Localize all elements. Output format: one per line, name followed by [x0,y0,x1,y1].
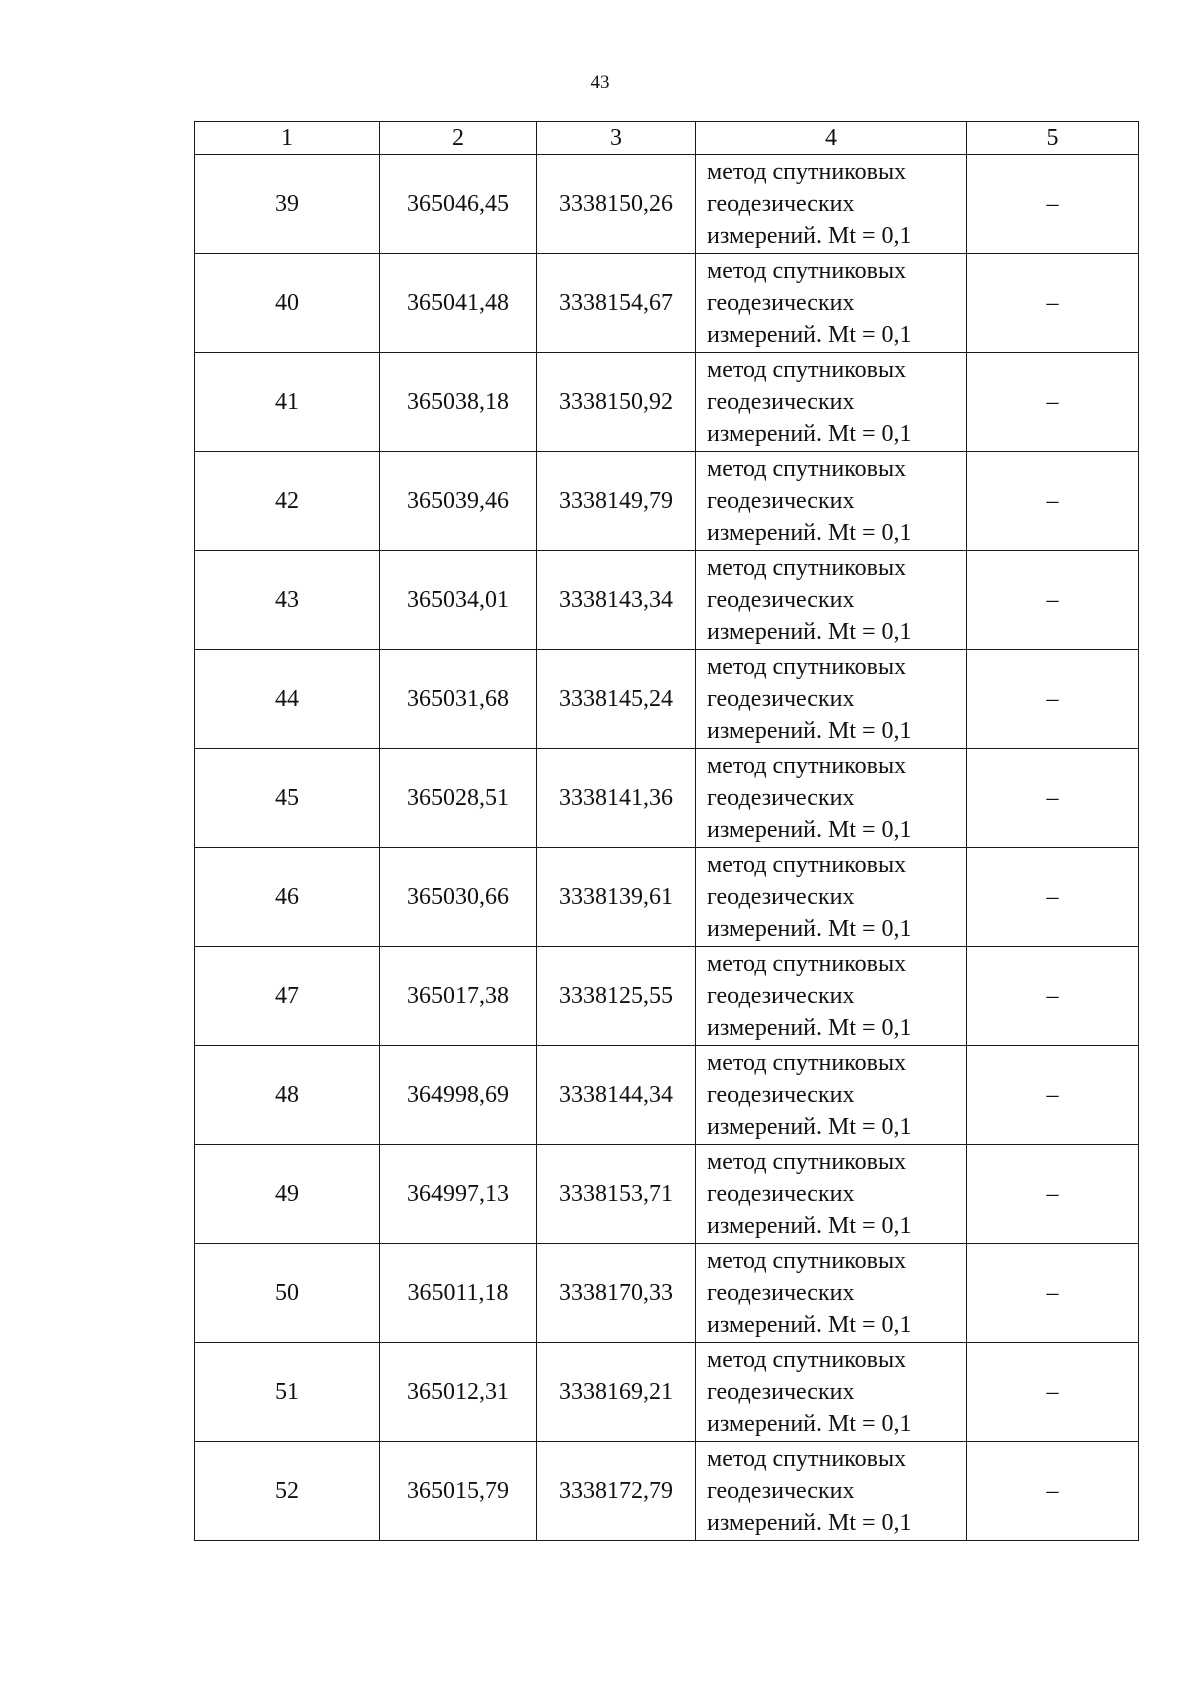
method-line: метод спутниковых [707,159,907,185]
method-line: геодезических [707,1280,855,1306]
method-line: геодезических [707,686,855,712]
method-line: измерений. Mt = 0,1 [707,1510,912,1536]
y-coordinate-cell: 3338150,92 [537,353,696,452]
table-row [195,155,1139,254]
point-number-cell: 42 [195,452,380,551]
y-coordinate-cell: 3338139,61 [537,848,696,947]
x-coordinate-cell: 365046,45 [380,155,537,254]
x-coordinate-cell: 365028,51 [380,749,537,848]
table-row [195,1046,1139,1145]
method-line: измерений. Mt = 0,1 [707,1015,912,1041]
x-coordinate-cell: 365034,01 [380,551,537,650]
y-coordinate-cell: 3338170,33 [537,1244,696,1343]
method-line: метод спутниковых [707,258,907,284]
method-line: геодезических [707,1082,855,1108]
method-line: геодезических [707,290,855,316]
method-line: измерений. Mt = 0,1 [707,1114,912,1140]
note-cell: – [967,155,1139,254]
method-line: измерений. Mt = 0,1 [707,817,912,843]
method-line: измерений. Mt = 0,1 [707,1213,912,1239]
method-line: геодезических [707,389,855,415]
method-line: метод спутниковых [707,753,907,779]
x-coordinate-cell: 365039,46 [380,452,537,551]
column-header-4: 4 [696,122,967,155]
y-coordinate-cell: 3338154,67 [537,254,696,353]
header-row [195,122,1139,155]
method-line: метод спутниковых [707,1446,907,1472]
method-cell [696,254,967,353]
point-number-cell: 47 [195,947,380,1046]
coordinates-table [194,121,1139,1541]
table-row [195,1442,1139,1541]
method-line: метод спутниковых [707,1347,907,1373]
x-coordinate-cell: 365030,66 [380,848,537,947]
method-line: геодезических [707,587,855,613]
note-cell: – [967,1343,1139,1442]
method-line: геодезических [707,191,855,217]
y-coordinate-cell: 3338149,79 [537,452,696,551]
x-coordinate-cell: 364998,69 [380,1046,537,1145]
method-line: измерений. Mt = 0,1 [707,718,912,744]
point-number-cell: 45 [195,749,380,848]
point-number-cell: 43 [195,551,380,650]
point-number-cell: 52 [195,1442,380,1541]
note-cell: – [967,1244,1139,1343]
note-cell: – [967,848,1139,947]
note-cell: – [967,947,1139,1046]
note-cell: – [967,1145,1139,1244]
point-number-cell: 44 [195,650,380,749]
table-row [195,353,1139,452]
method-line: метод спутниковых [707,654,907,680]
x-coordinate-cell: 365041,48 [380,254,537,353]
method-line: метод спутниковых [707,456,907,482]
method-line: измерений. Mt = 0,1 [707,1411,912,1437]
note-cell: – [967,650,1139,749]
y-coordinate-cell: 3338144,34 [537,1046,696,1145]
method-cell [696,1145,967,1244]
note-cell: – [967,1442,1139,1541]
method-line: метод спутниковых [707,951,907,977]
method-cell [696,452,967,551]
method-cell [696,947,967,1046]
table-row [195,1343,1139,1442]
x-coordinate-cell: 365011,18 [380,1244,537,1343]
note-cell: – [967,749,1139,848]
table-row [195,947,1139,1046]
point-number-cell: 39 [195,155,380,254]
y-coordinate-cell: 3338172,79 [537,1442,696,1541]
method-cell [696,1343,967,1442]
method-line: геодезических [707,884,855,910]
table-row [195,551,1139,650]
table-row [195,254,1139,353]
method-line: измерений. Mt = 0,1 [707,421,912,447]
point-number-cell: 49 [195,1145,380,1244]
method-line: измерений. Mt = 0,1 [707,1312,912,1338]
method-cell [696,1244,967,1343]
method-cell [696,155,967,254]
method-line: геодезических [707,983,855,1009]
point-number-cell: 48 [195,1046,380,1145]
table-header [195,122,1139,155]
y-coordinate-cell: 3338125,55 [537,947,696,1046]
y-coordinate-cell: 3338145,24 [537,650,696,749]
method-line: метод спутниковых [707,1248,907,1274]
method-line: геодезических [707,785,855,811]
coordinates-table-container [194,121,1138,1541]
method-line: измерений. Mt = 0,1 [707,223,912,249]
method-cell [696,650,967,749]
x-coordinate-cell: 365038,18 [380,353,537,452]
method-line: геодезических [707,1181,855,1207]
column-header-2: 2 [380,122,537,155]
method-line: геодезических [707,488,855,514]
y-coordinate-cell: 3338141,36 [537,749,696,848]
point-number-cell: 51 [195,1343,380,1442]
y-coordinate-cell: 3338169,21 [537,1343,696,1442]
y-coordinate-cell: 3338143,34 [537,551,696,650]
method-line: геодезических [707,1478,855,1504]
method-cell [696,353,967,452]
method-line: метод спутниковых [707,1149,907,1175]
method-line: метод спутниковых [707,357,907,383]
method-line: метод спутниковых [707,1050,907,1076]
method-cell [696,848,967,947]
column-header-3: 3 [537,122,696,155]
note-cell: – [967,254,1139,353]
table-row [195,452,1139,551]
point-number-cell: 40 [195,254,380,353]
point-number-cell: 41 [195,353,380,452]
table-row [195,848,1139,947]
method-line: измерений. Mt = 0,1 [707,322,912,348]
x-coordinate-cell: 364997,13 [380,1145,537,1244]
note-cell: – [967,1046,1139,1145]
table-row [195,1244,1139,1343]
method-line: геодезических [707,1379,855,1405]
table-row [195,1145,1139,1244]
note-cell: – [967,353,1139,452]
method-line: метод спутниковых [707,852,907,878]
table-row [195,749,1139,848]
column-header-5: 5 [967,122,1139,155]
page-number: 43 [590,72,610,93]
method-cell [696,551,967,650]
method-cell [696,1442,967,1541]
note-cell: – [967,551,1139,650]
method-line: измерений. Mt = 0,1 [707,619,912,645]
point-number-cell: 50 [195,1244,380,1343]
point-number-cell: 46 [195,848,380,947]
method-cell [696,749,967,848]
method-cell [696,1046,967,1145]
method-line: измерений. Mt = 0,1 [707,916,912,942]
method-line: метод спутниковых [707,555,907,581]
x-coordinate-cell: 365015,79 [380,1442,537,1541]
table-body [195,155,1139,1541]
method-line: измерений. Mt = 0,1 [707,520,912,546]
x-coordinate-cell: 365031,68 [380,650,537,749]
note-cell: – [967,452,1139,551]
x-coordinate-cell: 365017,38 [380,947,537,1046]
y-coordinate-cell: 3338150,26 [537,155,696,254]
y-coordinate-cell: 3338153,71 [537,1145,696,1244]
column-header-1: 1 [195,122,380,155]
x-coordinate-cell: 365012,31 [380,1343,537,1442]
table-row [195,650,1139,749]
